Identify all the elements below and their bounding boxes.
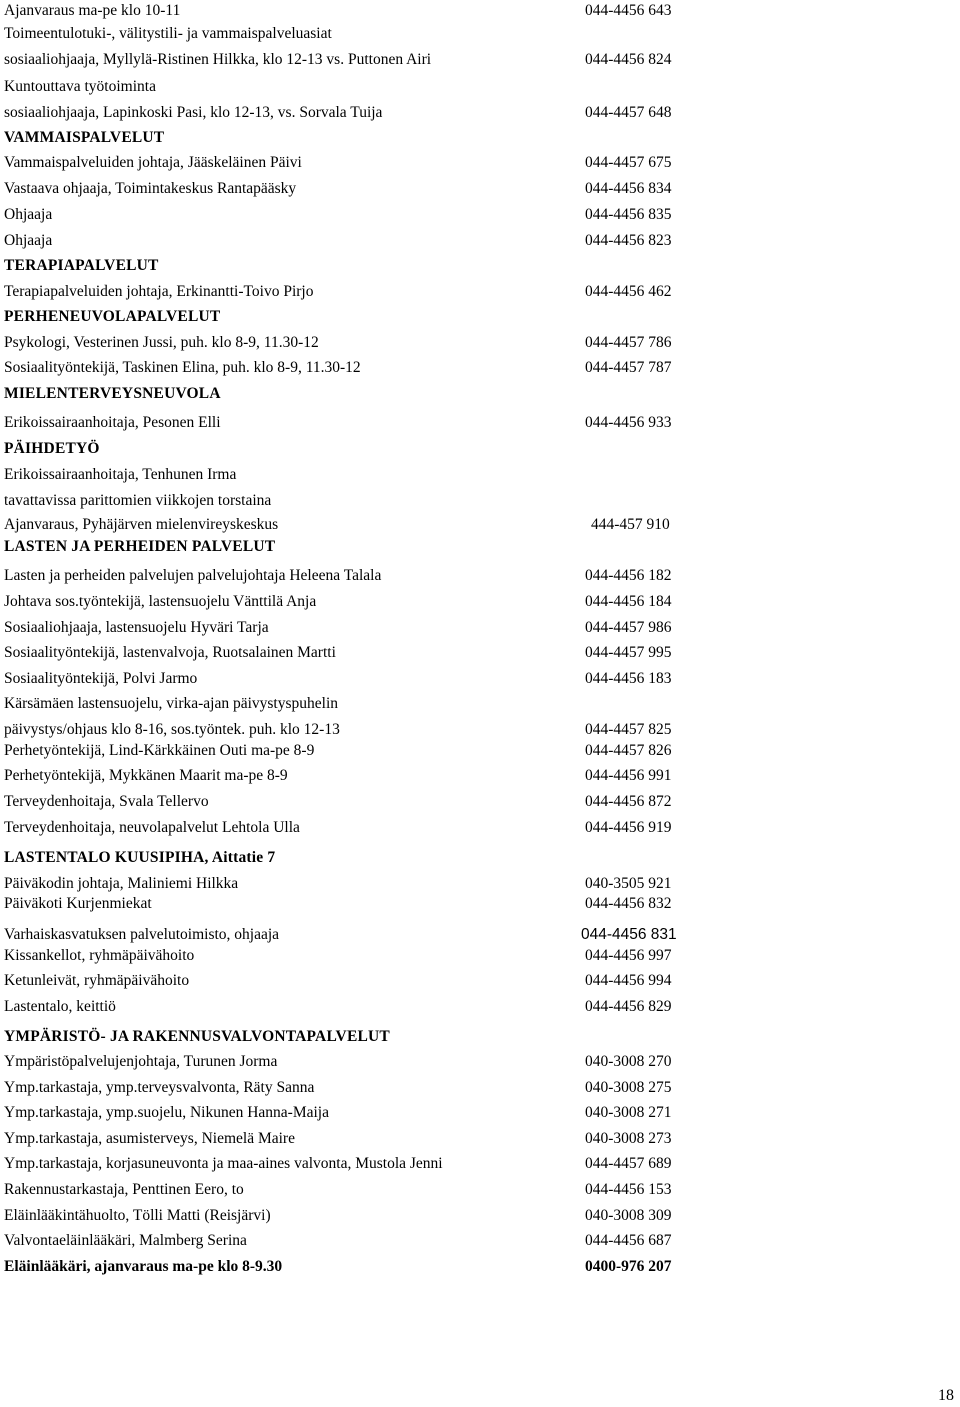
contact-name: Päiväkodin johtaja, Maliniemi Hilkka bbox=[4, 875, 239, 892]
contact-name: Perhetyöntekijä, Lind-Kärkkäinen Outi ma-pe 8-9 bbox=[4, 742, 315, 759]
contact-row bbox=[4, 947, 672, 965]
contact-name: Valvontaeläinlääkäri, Malmberg Serina bbox=[4, 1232, 247, 1249]
phone-number: 040-3008 309 bbox=[585, 1207, 672, 1224]
contact-row bbox=[4, 334, 672, 352]
contact-name: Päiväkoti Kurjenmiekat bbox=[4, 895, 152, 912]
phone-number: 044-4456 997 bbox=[585, 947, 672, 964]
phone-number: 044-4456 824 bbox=[585, 51, 672, 68]
contact-name: Ohjaaja bbox=[4, 206, 53, 223]
phone-number: 044-4456 462 bbox=[585, 283, 672, 300]
section-heading bbox=[4, 1028, 390, 1046]
contact-row bbox=[4, 78, 156, 96]
contact-name: Vastaava ohjaaja, Toimintakeskus Rantapääsky bbox=[4, 180, 297, 197]
section-heading-text: LASTENTALO KUUSIPIHA, Aittatie 7 bbox=[4, 849, 276, 866]
contact-name: Sosiaalityöntekijä, lastenvalvoja, Ruotsalainen Martti bbox=[4, 644, 336, 661]
contact-row bbox=[4, 1232, 672, 1250]
contact-row bbox=[4, 593, 672, 611]
contact-row bbox=[4, 895, 672, 913]
contact-row bbox=[4, 2, 672, 20]
contact-row bbox=[4, 283, 672, 301]
phone-number: 044-4457 995 bbox=[585, 644, 672, 661]
contact-name: Erikoissairaanhoitaja, Tenhunen Irma bbox=[4, 466, 237, 483]
phone-number: 044-4456 834 bbox=[585, 180, 672, 197]
contact-name: Sosiaalityöntekijä, Taskinen Elina, puh. klo 8-9, 11.30-12 bbox=[4, 359, 361, 376]
phone-number: 044-4457 787 bbox=[585, 359, 672, 376]
contact-name: Kissankellot, ryhmäpäivähoito bbox=[4, 947, 195, 964]
phone-number: 444-457 910 bbox=[591, 516, 670, 533]
section-heading bbox=[4, 440, 100, 458]
contact-row bbox=[4, 25, 332, 43]
phone-number: 040-3008 271 bbox=[585, 1104, 672, 1121]
section-heading-text: TERAPIAPALVELUT bbox=[4, 257, 159, 274]
contact-name: Ajanvaraus ma-pe klo 10-11 bbox=[4, 2, 181, 19]
section-heading bbox=[4, 538, 275, 556]
contact-name: Eläinlääkäri, ajanvaraus ma-pe klo 8-9.30 bbox=[4, 1258, 283, 1275]
contact-name: Toimeentulotuki-, välitystili- ja vammaispalveluasiat bbox=[4, 25, 332, 42]
contact-name: sosiaaliohjaaja, Lapinkoski Pasi, klo 12-13, vs. Sorvala Tuija bbox=[4, 104, 383, 121]
contact-name: tavattavissa parittomien viikkojen torstaina bbox=[4, 492, 272, 509]
contact-row bbox=[4, 972, 672, 990]
contact-name: sosiaaliohjaaja, Myllylä-Ristinen Hilkka, klo 12-13 vs. Puttonen Airi bbox=[4, 51, 432, 68]
contact-name: Ymp.tarkastaja, ymp.terveysvalvonta, Räty Sanna bbox=[4, 1079, 315, 1096]
phone-number: 044-4456 832 bbox=[585, 895, 672, 912]
section-heading bbox=[4, 257, 159, 275]
phone-number: 044-4456 183 bbox=[585, 670, 672, 687]
phone-number: 044-4456 643 bbox=[585, 2, 672, 19]
phone-number: 044-4457 826 bbox=[585, 742, 672, 759]
phone-number: 044-4456 153 bbox=[585, 1181, 672, 1198]
phone-number: 044-4456 829 bbox=[585, 998, 672, 1015]
section-heading bbox=[4, 385, 221, 403]
contact-row bbox=[4, 1053, 672, 1071]
contact-row bbox=[4, 619, 672, 637]
contact-name: päivystys/ohjaus klo 8-16, sos.työntek. puh. klo 12-13 bbox=[4, 721, 340, 738]
contact-row bbox=[4, 1181, 672, 1199]
contact-name: Lasten ja perheiden palvelujen palvelujohtaja Heleena Talala bbox=[4, 567, 382, 584]
contact-name: Terveydenhoitaja, neuvolapalvelut Lehtola Ulla bbox=[4, 819, 300, 836]
contact-row bbox=[4, 51, 672, 69]
contact-row bbox=[4, 359, 672, 377]
section-heading-text: PERHENEUVOLAPALVELUT bbox=[4, 308, 221, 325]
contact-row bbox=[4, 206, 672, 224]
contact-row bbox=[4, 232, 672, 250]
contact-row bbox=[4, 567, 672, 585]
contact-name: Terveydenhoitaja, Svala Tellervo bbox=[4, 793, 209, 810]
contact-name: Kuntouttava työtoiminta bbox=[4, 78, 156, 95]
phone-number: 044-4456 994 bbox=[585, 972, 672, 989]
contact-row bbox=[4, 154, 672, 172]
contact-name: Lastentalo, keittiö bbox=[4, 998, 116, 1015]
phone-number: 044-4457 786 bbox=[585, 334, 672, 351]
contact-row bbox=[4, 819, 672, 837]
phone-number: 040-3008 273 bbox=[585, 1130, 672, 1147]
contact-row bbox=[4, 998, 672, 1016]
contact-name: Rakennustarkastaja, Penttinen Eero, to bbox=[4, 1181, 244, 1198]
contact-name: Johtava sos.työntekijä, lastensuojelu Vänttilä Anja bbox=[4, 593, 317, 610]
phone-number: 044-4457 825 bbox=[585, 721, 672, 738]
contact-row bbox=[4, 793, 672, 811]
section-heading-text: PÄIHDETYÖ bbox=[4, 440, 100, 457]
contact-name: Eläinlääkintähuolto, Tölli Matti (Reisjärvi) bbox=[4, 1207, 271, 1224]
phone-number: 040-3505 921 bbox=[585, 875, 672, 892]
contact-name: Psykologi, Vesterinen Jussi, puh. klo 8-9, 11.30-12 bbox=[4, 334, 319, 351]
contact-row bbox=[4, 414, 672, 432]
contact-row bbox=[4, 1104, 672, 1122]
contact-row bbox=[4, 492, 271, 510]
contact-name: Ympäristöpalvelujenjohtaja, Turunen Jorma bbox=[4, 1053, 278, 1070]
contact-row bbox=[4, 1155, 672, 1173]
contact-name: Ymp.tarkastaja, asumisterveys, Niemelä Maire bbox=[4, 1130, 295, 1147]
contact-row bbox=[4, 644, 672, 662]
phone-number: 044-4456 919 bbox=[585, 819, 672, 836]
contact-row bbox=[4, 1130, 672, 1148]
contact-name: Ymp.tarkastaja, ymp.suojelu, Nikunen Hanna-Maija bbox=[4, 1104, 329, 1121]
contact-name: Sosiaalityöntekijä, Polvi Jarmo bbox=[4, 670, 198, 687]
phone-number: 044-4457 689 bbox=[585, 1155, 672, 1172]
contact-row bbox=[4, 1079, 672, 1097]
contact-row bbox=[4, 742, 672, 760]
contact-row bbox=[4, 466, 236, 484]
phone-number: 044-4457 648 bbox=[585, 104, 672, 121]
phone-number: 044-4456 991 bbox=[585, 767, 672, 784]
phone-number: 044-4456 835 bbox=[585, 206, 672, 223]
phone-number: 044-4456 933 bbox=[585, 414, 672, 431]
contact-name: Terapiapalveluiden johtaja, Erkinantti-Toivo Pirjo bbox=[4, 283, 314, 300]
contact-row bbox=[4, 180, 672, 198]
contact-row bbox=[4, 926, 677, 944]
section-heading-text: VAMMAISPALVELUT bbox=[4, 129, 165, 146]
section-heading-text: YMPÄRISTÖ- JA RAKENNUSVALVONTAPALVELUT bbox=[4, 1028, 390, 1045]
phone-number: 044-4456 823 bbox=[585, 232, 672, 249]
phone-number: 044-4456 184 bbox=[585, 593, 672, 610]
phone-number: 040-3008 270 bbox=[585, 1053, 672, 1070]
contact-name: Vammaispalveluiden johtaja, Jääskeläinen Päivi bbox=[4, 154, 302, 171]
contact-row bbox=[4, 721, 672, 739]
contact-name: Sosiaaliohjaaja, lastensuojelu Hyväri Tarja bbox=[4, 619, 269, 636]
page-number: 18 bbox=[938, 1387, 954, 1404]
contact-name: Perhetyöntekijä, Mykkänen Maarit ma-pe 8-9 bbox=[4, 767, 288, 784]
phone-number: 044-4456 182 bbox=[585, 567, 672, 584]
contact-row bbox=[4, 1207, 672, 1225]
contact-name: Varhaiskasvatuksen palvelutoimisto, ohjaaja bbox=[4, 926, 280, 943]
contact-name: Ketunleivät, ryhmäpäivähoito bbox=[4, 972, 190, 989]
phone-number: 044-4456 687 bbox=[585, 1232, 672, 1249]
contact-row bbox=[4, 104, 672, 122]
contact-name: Erikoissairaanhoitaja, Pesonen Elli bbox=[4, 414, 221, 431]
phone-number: 044-4456 831 bbox=[581, 926, 677, 943]
phone-number: 044-4457 986 bbox=[585, 619, 672, 636]
contact-row bbox=[4, 767, 672, 785]
contact-row bbox=[4, 670, 672, 688]
phone-number: 044-4457 675 bbox=[585, 154, 672, 171]
contact-name: Kärsämäen lastensuojelu, virka-ajan päivystyspuhelin bbox=[4, 695, 339, 712]
section-heading-text: LASTEN JA PERHEIDEN PALVELUT bbox=[4, 538, 276, 555]
contact-name: Ajanvaraus, Pyhäjärven mielenvireyskeskus bbox=[4, 516, 279, 533]
phone-number: 040-3008 275 bbox=[585, 1079, 672, 1096]
contact-row bbox=[4, 875, 672, 893]
section-heading-text: MIELENTERVEYSNEUVOLA bbox=[4, 385, 221, 402]
section-heading bbox=[4, 849, 275, 867]
contact-row bbox=[4, 695, 338, 713]
section-heading bbox=[4, 129, 164, 147]
phone-number: 0400-976 207 bbox=[585, 1258, 672, 1275]
phone-number: 044-4456 872 bbox=[585, 793, 672, 810]
section-heading bbox=[4, 308, 220, 326]
contact-row bbox=[4, 516, 670, 534]
contact-name: Ymp.tarkastaja, korjasuneuvonta ja maa-aines valvonta, Mustola Jenni bbox=[4, 1155, 443, 1172]
contact-name: Ohjaaja bbox=[4, 232, 53, 249]
contact-row bbox=[4, 1258, 672, 1276]
